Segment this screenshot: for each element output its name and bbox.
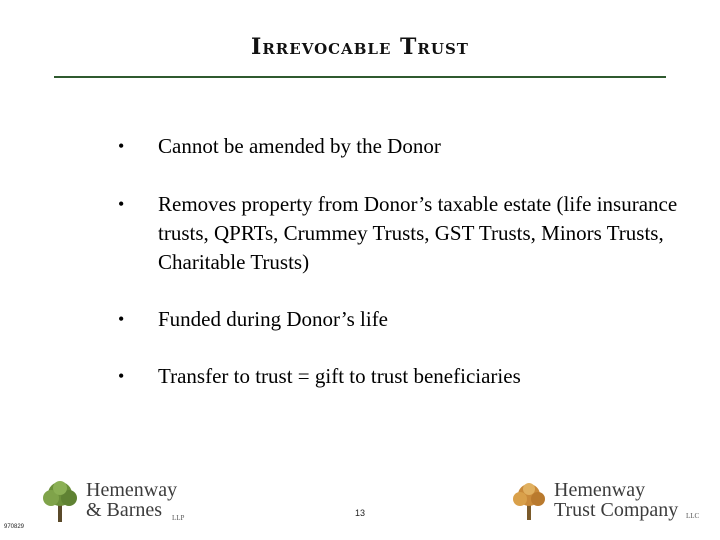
bullet-text: Removes property from Donor’s taxable estate (life insurance trusts, QPRTs, Crummey Trusts, GST Trusts, Minors Trusts, Charitable Trusts): [158, 192, 678, 274]
logo-right-line2: Trust Company: [554, 499, 679, 521]
tree-icon: [510, 482, 548, 522]
logo-left-suffix: LLP: [172, 514, 185, 522]
document-code: 970829: [4, 524, 25, 530]
bullet-dot: •: [118, 366, 125, 386]
title-rule: [54, 76, 666, 78]
bullet-dot: •: [118, 309, 125, 329]
logo-left-line1: Hemenway: [86, 479, 178, 501]
hemenway-trust-company-logo: [510, 478, 720, 524]
logo-right-line1: Hemenway: [554, 479, 646, 501]
bullet-text: Funded during Donor’s life: [158, 307, 389, 331]
bullet-text: Cannot be amended by the Donor: [158, 134, 441, 158]
bullet-dot: •: [118, 136, 125, 156]
slide-title: Irrevocable Trust: [251, 34, 469, 60]
logo-right-suffix: LLC: [686, 512, 700, 520]
logo-left-line2: & Barnes: [86, 499, 163, 521]
bullet-dot: •: [118, 194, 125, 214]
page-number: 13: [354, 508, 365, 518]
bullet-text: Transfer to trust = gift to trust beneficiaries: [158, 364, 521, 388]
